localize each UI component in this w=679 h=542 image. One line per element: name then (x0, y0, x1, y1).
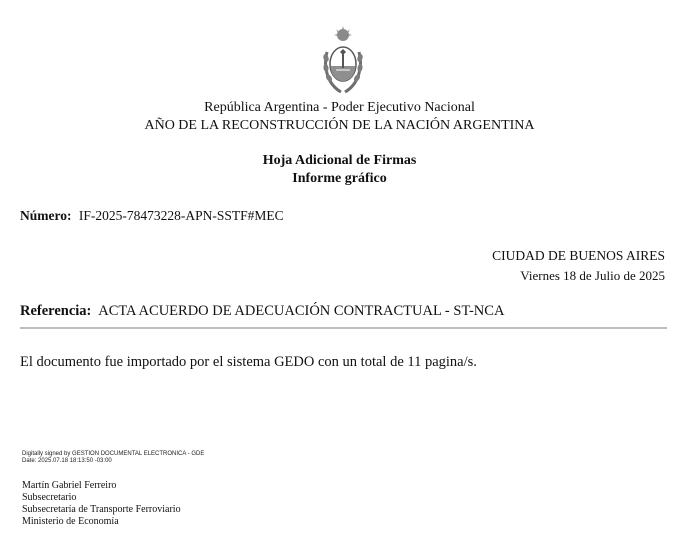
signer-ministry: Ministerio de Economía (22, 516, 119, 527)
document-place: CIUDAD DE BUENOS AIRES (492, 248, 665, 263)
signer-name: Martín Gabriel Ferreiro (22, 480, 117, 491)
document-date: Viernes 18 de Julio de 2025 (520, 268, 665, 283)
document-number-value: IF-2025-78473228-APN-SSTF#MEC (78, 208, 284, 223)
reference-label: Referencia: (20, 303, 92, 319)
argentina-coat-of-arms-icon (321, 26, 365, 96)
document-number (20, 208, 284, 224)
digital-signature-date: Date: 2025.07.18 18:13:50 -03:00 (22, 458, 112, 464)
document-number-label: Número: (20, 208, 72, 223)
document-reference (20, 303, 504, 320)
digital-signature-signer: Digitally signed by GESTION DOCUMENTAL ELECTRONICA - GDE (22, 451, 205, 457)
signer-office: Subsecretaría de Transporte Ferroviario (22, 504, 181, 515)
signer-position: Subsecretario (22, 492, 77, 503)
reference-value: ACTA ACUERDO DE ADECUACIÓN CONTRACTUAL - ST-NCA (98, 303, 505, 319)
header-government: República Argentina - Poder Ejecutivo Nacional (204, 100, 475, 115)
digital-signature-stamp (22, 451, 204, 465)
document-title: Hoja Adicional de Firmas (262, 153, 417, 168)
document-subtitle: Informe gráfico (292, 171, 387, 186)
header-year-motto: AÑO DE LA RECONSTRUCCIÓN DE LA NACIÓN ARGENTINA (144, 118, 535, 133)
signer-block (22, 480, 181, 528)
divider (20, 327, 667, 329)
body-text: El documento fue importado por el sistema GEDO con un total de 11 pagina/s. (20, 354, 477, 370)
